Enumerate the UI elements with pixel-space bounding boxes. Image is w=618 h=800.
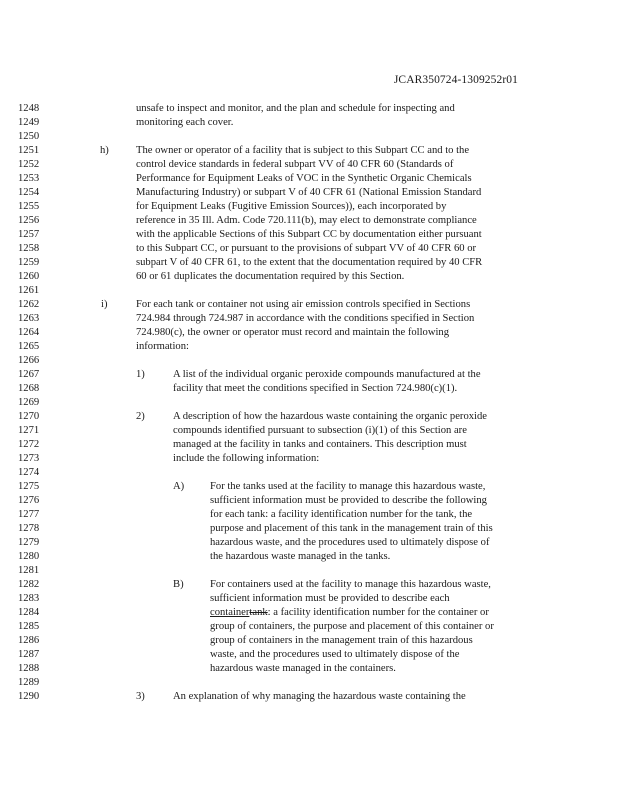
text-line: 724.984 through 724.987 in accordance with the conditions specified in Section — [136, 313, 475, 324]
text-line: for Equipment Leaks (Fugitive Emission Sources)), each incorporated by — [136, 201, 447, 212]
line-number: 1277 — [18, 509, 40, 520]
text-line: group of containers in the management train of this hazardous — [210, 635, 473, 646]
text-line: For the tanks used at the facility to manage this hazardous waste, — [210, 481, 486, 492]
line-number: 1267 — [18, 369, 40, 380]
text-line: Performance for Equipment Leaks of VOC in the Synthetic Organic Chemicals — [136, 173, 472, 184]
line-number: 1254 — [18, 187, 40, 198]
line-number: 1273 — [18, 453, 40, 464]
line-number: 1256 — [18, 215, 40, 226]
text-line: The owner or operator of a facility that is subject to this Subpart CC and to the — [136, 145, 470, 156]
line-number: 1274 — [18, 467, 40, 478]
document-id: JCAR350724-1309252r01 — [393, 74, 518, 86]
subsection-marker-h: h) — [100, 145, 109, 156]
line-number: 1261 — [18, 285, 40, 296]
line-number: 1272 — [18, 439, 40, 450]
text-line: hazardous waste, and the procedures used to ultimately dispose of — [210, 537, 490, 548]
text-line: subpart V of 40 CFR 61, to the extent that the documentation required by 40 CFR — [136, 257, 483, 268]
text-line: An explanation of why managing the hazardous waste containing the — [173, 691, 466, 702]
text-line: include the following information: — [173, 453, 320, 464]
subsection-marker-A: A) — [173, 481, 185, 492]
line-number: 1249 — [18, 117, 40, 128]
inserted-text: container — [210, 607, 250, 618]
text-line: control device standards in federal subpart VV of 40 CFR 60 (Standards of — [136, 159, 454, 170]
text-line: to this Subpart CC, or pursuant to the provisions of subpart VV of 40 CFR 60 or — [136, 243, 477, 254]
line-number: 1287 — [18, 649, 40, 660]
text-line: For containers used at the facility to manage this hazardous waste, — [210, 579, 491, 590]
line-number: 1263 — [18, 313, 40, 324]
line-number: 1271 — [18, 425, 40, 436]
line-number: 1279 — [18, 537, 40, 548]
line-number: 1262 — [18, 299, 40, 310]
text-line: A list of the individual organic peroxide compounds manufactured at the — [173, 369, 481, 380]
subsection-marker-i: i) — [101, 299, 108, 310]
line-number: 1281 — [18, 565, 40, 576]
line-number: 1280 — [18, 551, 40, 562]
text-line: information: — [136, 341, 189, 352]
line-number: 1252 — [18, 159, 40, 170]
text-line: with the applicable Sections of this Subpart CC by documentation either pursuant — [136, 229, 482, 240]
text-line: waste, and the procedures used to ultimately dispose of the — [210, 649, 460, 660]
text-line: monitoring each cover. — [136, 117, 234, 128]
subsection-marker-B: B) — [173, 579, 184, 590]
subsection-marker-1: 1) — [136, 369, 145, 380]
line-number: 1255 — [18, 201, 40, 212]
line-number: 1260 — [18, 271, 40, 282]
text-line: the hazardous waste managed in the tanks. — [210, 551, 391, 562]
text-line: sufficient information must be provided to describe each — [210, 593, 450, 604]
line-number: 1257 — [18, 229, 40, 240]
line-number: 1268 — [18, 383, 40, 394]
line-number: 1288 — [18, 663, 40, 674]
line-number: 1289 — [18, 677, 40, 688]
text-line: managed at the facility in tanks and containers. This description must — [173, 439, 467, 450]
text-line: facility that meet the conditions specified in Section 724.980(c)(1). — [173, 383, 458, 394]
line-number: 1283 — [18, 593, 40, 604]
subsection-marker-2: 2) — [136, 411, 145, 422]
text-fragment: : a facility identification number for the container or — [267, 607, 489, 618]
text-line: purpose and placement of this tank in the management train of this — [210, 523, 493, 534]
line-number: 1259 — [18, 257, 40, 268]
line-number: 1251 — [18, 145, 40, 156]
text-line: sufficient information must be provided to describe the following — [210, 495, 487, 506]
text-line: reference in 35 Ill. Adm. Code 720.111(b), may elect to demonstrate compliance — [136, 215, 477, 226]
text-line: Manufacturing Industry) or subpart V of 40 CFR 61 (National Emission Standard — [136, 187, 482, 198]
line-number: 1250 — [18, 131, 40, 142]
subsection-marker-3: 3) — [136, 691, 145, 702]
line-number: 1284 — [18, 607, 40, 618]
text-line: A description of how the hazardous waste containing the organic peroxide — [173, 411, 487, 422]
text-line: group of containers, the purpose and placement of this container or — [210, 621, 494, 632]
text-line: for each tank: a facility identification number for the tank, the — [210, 509, 473, 520]
line-number: 1270 — [18, 411, 40, 422]
text-line: 60 or 61 duplicates the documentation required by this Section. — [136, 271, 405, 282]
text-line: hazardous waste managed in the containers. — [210, 663, 396, 674]
line-number: 1266 — [18, 355, 40, 366]
line-number: 1290 — [18, 691, 40, 702]
line-number: 1275 — [18, 481, 40, 492]
line-number: 1264 — [18, 327, 40, 338]
line-number: 1285 — [18, 621, 40, 632]
line-number: 1265 — [18, 341, 40, 352]
line-number: 1258 — [18, 243, 40, 254]
text-line: unsafe to inspect and monitor, and the plan and schedule for inspecting and — [136, 103, 455, 114]
line-number: 1253 — [18, 173, 40, 184]
text-line: For each tank or container not using air emission controls specified in Sections — [136, 299, 471, 310]
line-number: 1276 — [18, 495, 40, 506]
text-line: compounds identified pursuant to subsection (i)(1) of this Section are — [173, 425, 467, 436]
line-number: 1286 — [18, 635, 40, 646]
text-line: 724.980(c), the owner or operator must record and maintain the following — [136, 327, 450, 338]
deleted-text: tank — [249, 607, 268, 618]
line-number: 1248 — [18, 103, 40, 114]
line-number: 1278 — [18, 523, 40, 534]
line-number: 1282 — [18, 579, 40, 590]
line-number: 1269 — [18, 397, 40, 408]
text-line-amended — [210, 607, 489, 619]
